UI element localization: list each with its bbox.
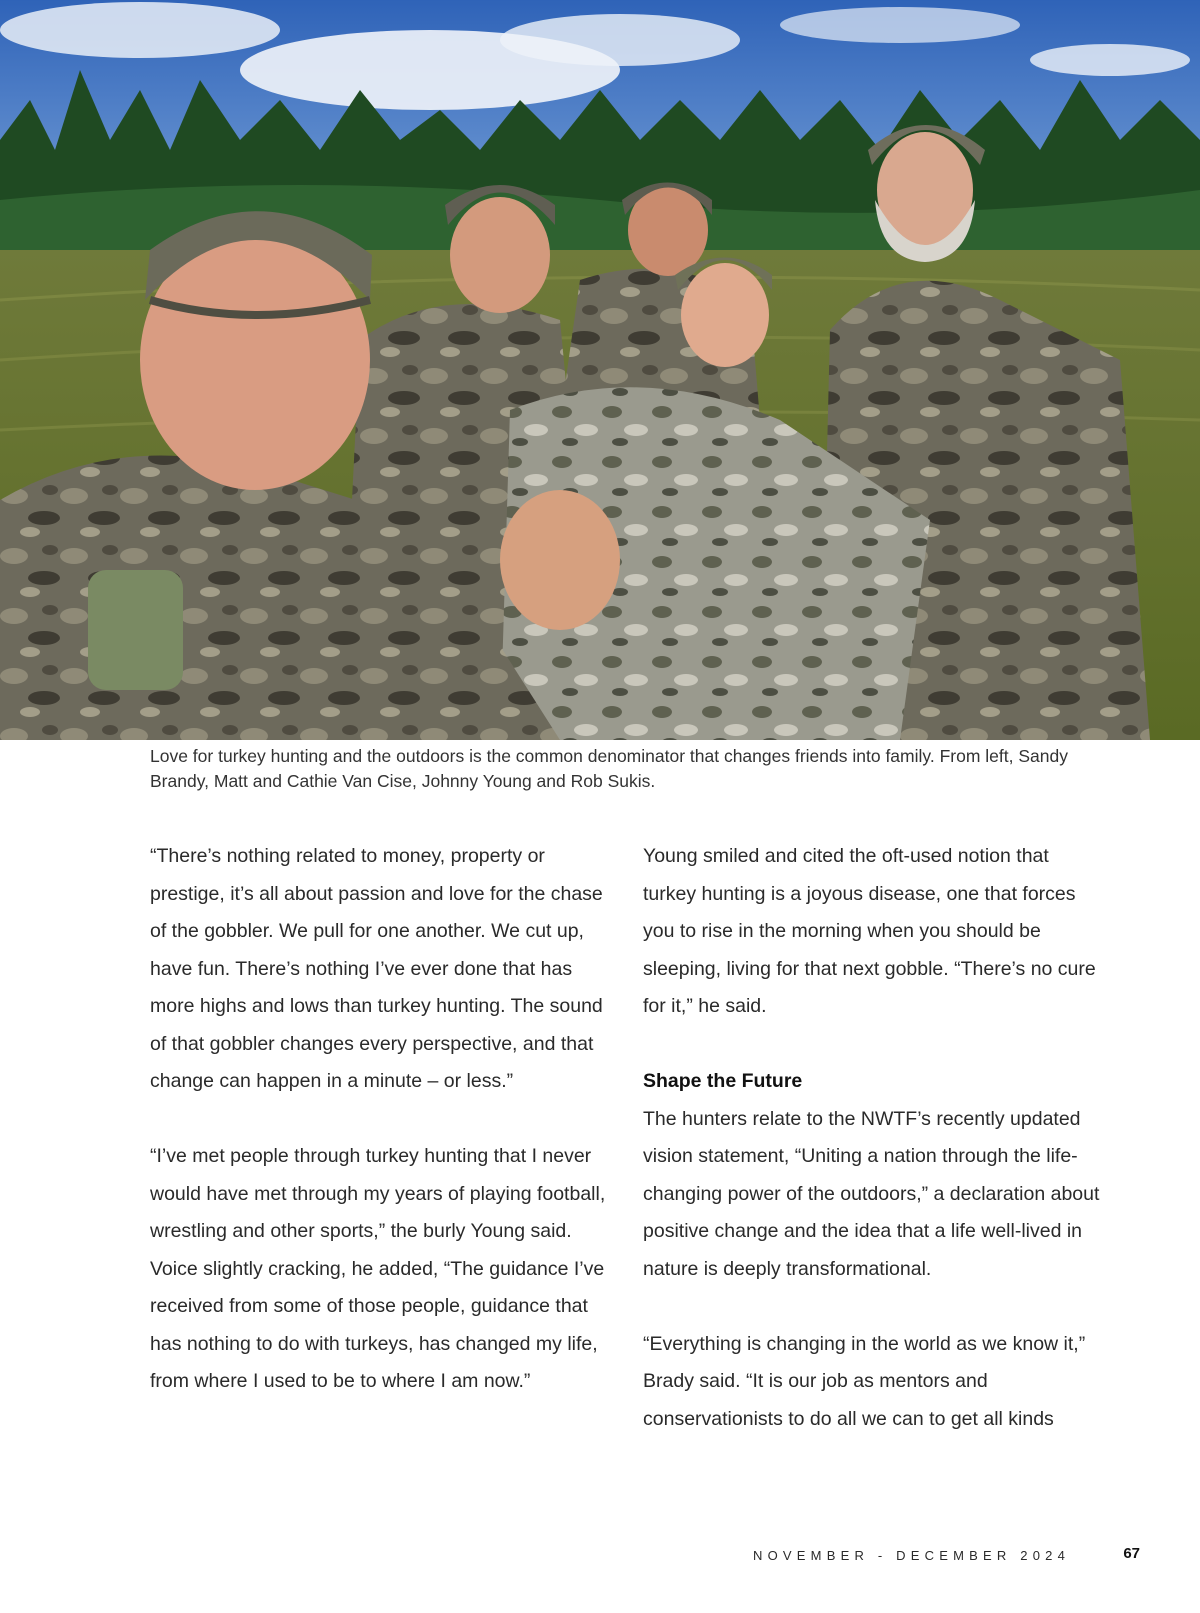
body-paragraph: Young smiled and cited the oft-used notion that turkey hunting is a joyous disease, one that forces you to rise in the morning when you should be sleeping, living for that next gobble. “There’s no cure for it,” he said.: [643, 845, 1096, 1017]
issue-date: NOVEMBER - DECEMBER 2024: [753, 1548, 1070, 1563]
article-right-column: [643, 838, 1103, 1476]
article-left-column: [150, 838, 610, 1438]
body-paragraph: “Everything is changing in the world as we know it,” Brady said. “It is our job as mentors and conservationists to do all we can to get all kinds: [643, 1332, 1086, 1430]
body-paragraph: “There’s nothing related to money, property or prestige, it’s all about passion and love for the chase of the gobbler. We pull for one another. We cut up, have fun. There’s nothing I’ve ever done that has more highs and lows than turkey hunting. The sound of that gobbler changes every perspective, and that change can happen in a minute – or less.”: [150, 845, 603, 1092]
body-paragraph: “I’ve met people through turkey hunting that I never would have met through my years of playing football, wrestling and other sports,” the burly Young said. Voice slightly cracking, he added, “The guidance I’ve received from some of those people, guidance that has nothing to do with turkeys, has changed my life, from where I used to be to where I am now.”: [150, 1145, 606, 1392]
section-heading: Shape the Future: [643, 1070, 803, 1092]
photo-illustration: [0, 0, 1200, 740]
photo-caption: Love for turkey hunting and the outdoors is the common denominator that changes friends into family. From left, Sandy Brandy, Matt and Cathie Van Cise, Johnny Young and Rob Sukis.: [150, 746, 1068, 791]
hunters-group-photo: [0, 0, 1200, 740]
body-paragraph: The hunters relate to the NWTF’s recently updated vision statement, “Uniting a nation through the life-changing power of the outdoors,” a declaration about positive change and the idea that a life well-lived in nature is deeply transformational.: [643, 1107, 1100, 1280]
page-number: 67: [1123, 1545, 1140, 1562]
